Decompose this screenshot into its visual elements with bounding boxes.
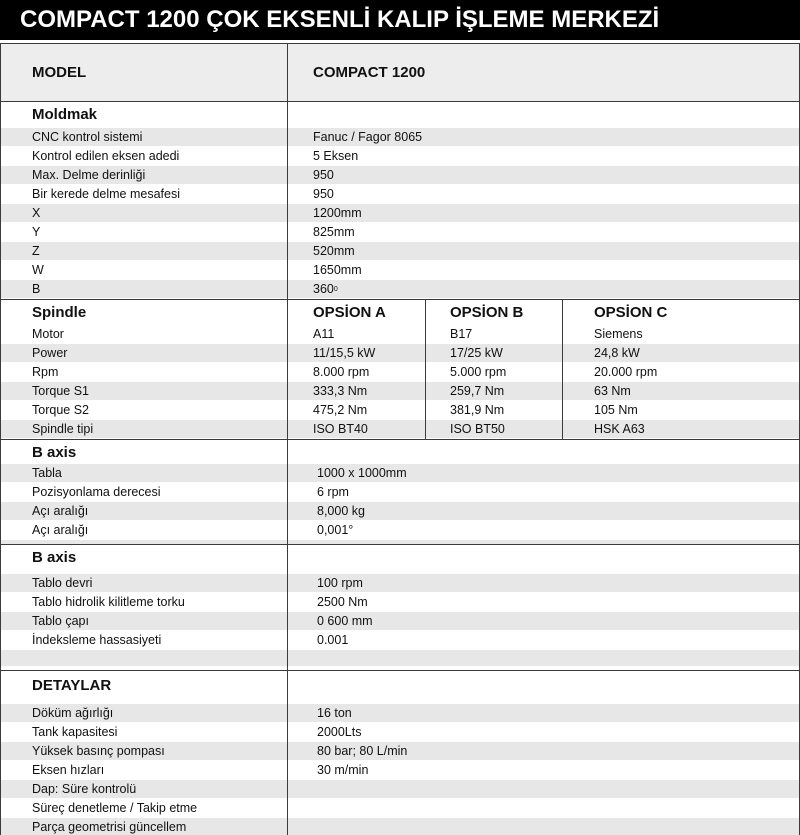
table-row <box>0 185 800 203</box>
row-value: 0 600 mm <box>317 614 373 628</box>
row-label: Power <box>32 346 68 360</box>
degree-superscript: 0 <box>333 285 338 293</box>
section-heading-baxis-2 <box>0 545 800 569</box>
row-label: Açı aralığı <box>32 504 89 518</box>
table-row <box>0 166 800 184</box>
table-row <box>0 204 800 222</box>
row-label: Max. Delme derinliği <box>32 168 146 182</box>
row-label: İndeksleme hassasiyeti <box>32 633 162 647</box>
row-label: Tabla <box>32 466 62 480</box>
row-label: Torque S2 <box>32 403 89 417</box>
row-value: Fanuc / Fagor 8065 <box>313 130 423 144</box>
table-header-row <box>0 43 800 101</box>
row-label: Pozisyonlama derecesi <box>32 485 161 499</box>
table-row <box>0 593 800 611</box>
table-row <box>0 483 800 501</box>
option-b-value: ISO BT50 <box>450 422 505 436</box>
row-label: Parça geometrisi güncellem <box>32 819 187 834</box>
row-value: 16 ton <box>317 706 352 720</box>
row-label: Tank kapasitesi <box>32 725 118 739</box>
table-row <box>0 742 800 760</box>
row-label: X <box>32 206 41 220</box>
section-heading-spindle <box>0 300 800 324</box>
option-b-value: 381,9 Nm <box>450 403 505 417</box>
divider <box>425 299 426 439</box>
option-c-value: 24,8 kW <box>594 346 640 360</box>
divider <box>0 670 800 671</box>
row-value: 360 0 <box>313 282 338 296</box>
option-c-value: HSK A63 <box>594 422 645 436</box>
section-title: Moldmak <box>32 105 98 123</box>
row-label: Yüksek basınç pompası <box>32 744 165 758</box>
option-a-value: 11/15,5 kW <box>313 346 376 360</box>
option-a-value: ISO BT40 <box>313 422 368 436</box>
section-title: Spindle <box>32 303 87 321</box>
option-a-value: 8.000 rpm <box>313 365 370 379</box>
option-c-header: OPSİON C <box>594 303 668 321</box>
divider <box>287 43 288 835</box>
table-row <box>0 574 800 592</box>
table-row <box>0 612 800 630</box>
option-b-value: 17/25 kW <box>450 346 503 360</box>
row-label: CNC kontrol sistemi <box>32 130 143 144</box>
row-label: Tablo devri <box>32 576 93 590</box>
row-label: Torque S1 <box>32 384 89 398</box>
table-row <box>0 261 800 279</box>
section-heading-baxis-1 <box>0 440 800 464</box>
row-value: 1000 x 1000mm <box>317 466 407 480</box>
row-value: 950 <box>313 168 334 182</box>
model-label: MODEL <box>32 63 87 81</box>
option-b-value: B17 <box>450 327 473 341</box>
row-value: 2500 Nm <box>317 595 368 609</box>
row-value: 30 m/min <box>317 763 369 777</box>
option-a-header: OPSİON A <box>313 303 386 321</box>
divider <box>0 544 800 545</box>
row-value <box>317 780 797 798</box>
row-label: B <box>32 282 41 296</box>
table-row <box>0 128 800 146</box>
row-value: 1650mm <box>313 263 362 277</box>
option-a-value: 475,2 Nm <box>313 403 368 417</box>
row-value: 5 Eksen <box>313 149 359 163</box>
table-row <box>0 242 800 260</box>
table-row <box>0 723 800 741</box>
row-label: Açı aralığı <box>32 523 89 537</box>
table-row <box>0 631 800 649</box>
divider <box>0 299 800 300</box>
option-c-value: 105 Nm <box>594 403 638 417</box>
table-row <box>0 401 800 419</box>
row-value <box>317 799 797 817</box>
row-label: Z <box>32 244 40 258</box>
option-b-value: 259,7 Nm <box>450 384 505 398</box>
divider <box>0 43 1 835</box>
row-label: Y <box>32 225 41 239</box>
row-value <box>317 818 797 835</box>
row-value: 825mm <box>313 225 355 239</box>
row-value: 8,000 kg <box>317 504 365 518</box>
row-value: 1200mm <box>313 206 362 220</box>
option-c-value: 63 Nm <box>594 384 631 398</box>
table-row <box>0 464 800 482</box>
option-a-value: A11 <box>313 327 335 341</box>
row-value: 0,001° <box>317 523 354 537</box>
row-label: Döküm ağırlığı <box>32 706 114 720</box>
table-row <box>0 382 800 400</box>
row-label: W <box>32 263 44 277</box>
row-label: Bir kerede delme mesafesi <box>32 187 180 201</box>
row-label: Tablo çapı <box>32 614 89 628</box>
option-b-header: OPSİON B <box>450 303 524 321</box>
spec-table <box>0 40 800 835</box>
row-label: Motor <box>32 327 64 341</box>
option-c-value: Siemens <box>594 327 643 341</box>
table-row <box>0 147 800 165</box>
row-value: 2000Lts <box>317 725 362 739</box>
row-label: Spindle tipi <box>32 422 94 436</box>
option-a-value: 333,3 Nm <box>313 384 368 398</box>
divider <box>0 439 800 440</box>
section-title: B axis <box>32 443 77 461</box>
table-row <box>0 325 800 343</box>
table-row <box>0 521 800 539</box>
row-value: 80 bar; 80 L/min <box>317 744 408 758</box>
section-title: B axis <box>32 548 77 566</box>
page-title: COMPACT 1200 ÇOK EKSENLİ KALIP İŞLEME MERKEZİ <box>0 0 800 40</box>
row-label: Tablo hidrolik kilitleme torku <box>32 595 185 609</box>
row-value: 100 rpm <box>317 576 363 590</box>
table-row <box>0 799 800 817</box>
row-value: 0.001 <box>317 633 349 647</box>
table-row <box>0 502 800 520</box>
table-row <box>0 363 800 381</box>
table-row <box>0 344 800 362</box>
option-b-value: 5.000 rpm <box>450 365 507 379</box>
row-label: Rpm <box>32 365 59 379</box>
section-title: DETAYLAR <box>32 676 112 694</box>
option-c-value: 20.000 rpm <box>594 365 658 379</box>
table-row <box>0 223 800 241</box>
table-row <box>0 280 800 298</box>
section-heading-detaylar <box>0 671 800 699</box>
row-label: Süreç denetleme / Takip etme <box>32 801 198 815</box>
divider <box>562 299 563 439</box>
model-value: COMPACT 1200 <box>313 63 426 81</box>
row-value: 6 rpm <box>317 485 349 499</box>
table-row <box>0 761 800 779</box>
row-label: Dap: Süre kontrolü <box>32 782 137 796</box>
table-row <box>0 420 800 438</box>
row-value: 520mm <box>313 244 355 258</box>
section-heading-moldmak <box>0 102 800 126</box>
table-row <box>0 818 800 835</box>
row-label: Kontrol edilen eksen adedi <box>32 149 180 163</box>
table-row <box>0 704 800 722</box>
divider <box>0 43 800 44</box>
divider <box>0 101 800 102</box>
row-value: 950 <box>313 187 334 201</box>
row-label: Eksen hızları <box>32 763 105 777</box>
spacer-row <box>0 650 800 666</box>
table-row <box>0 780 800 798</box>
